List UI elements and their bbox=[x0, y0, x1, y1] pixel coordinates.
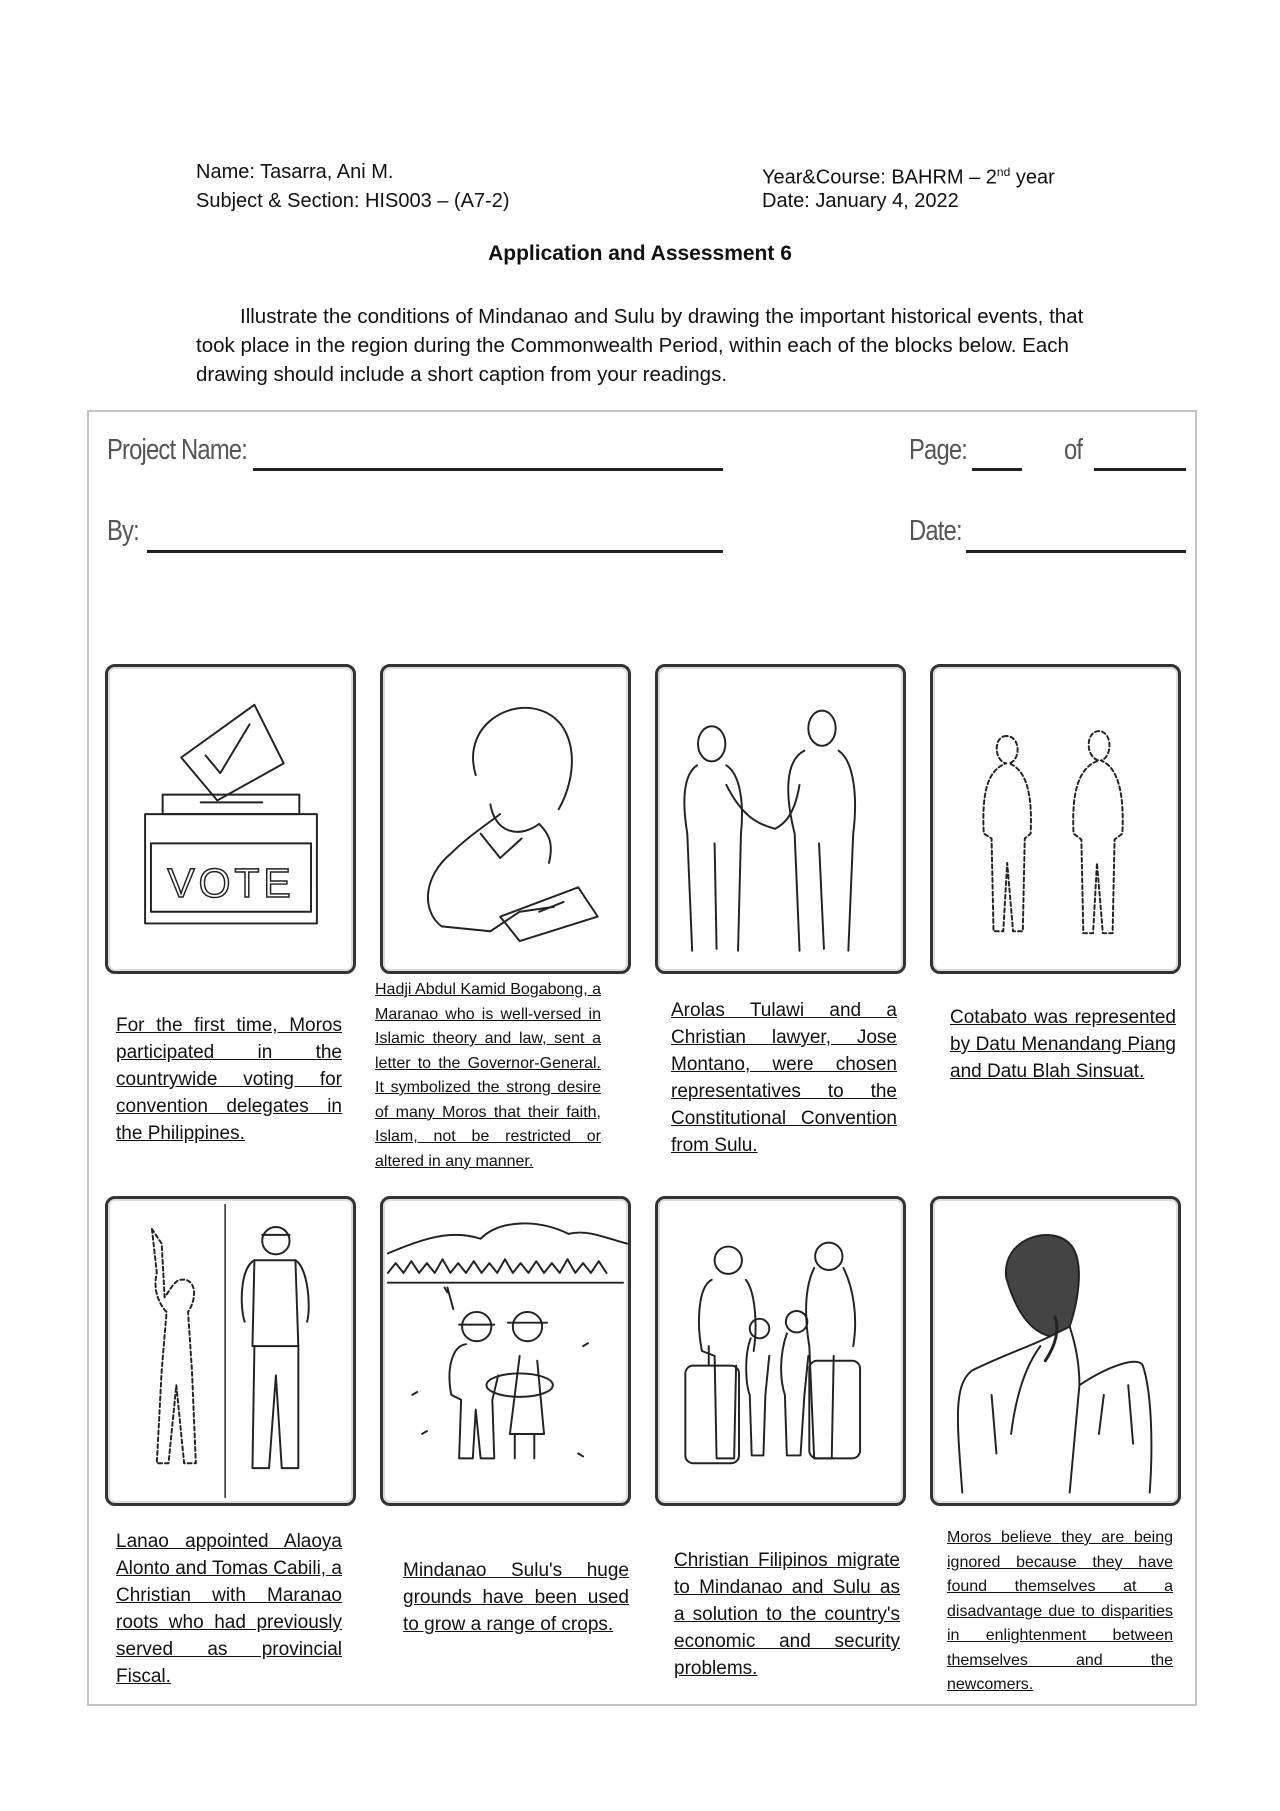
year-course-suffix: year bbox=[1010, 166, 1055, 189]
date-label: Date: bbox=[909, 515, 962, 547]
storyboard-sheet bbox=[87, 410, 1197, 1706]
page-label: Page: bbox=[909, 434, 968, 466]
ballot-box-icon bbox=[108, 667, 353, 971]
panel-3 bbox=[655, 664, 906, 974]
handshake-icon bbox=[658, 667, 903, 971]
of-label: of bbox=[1064, 434, 1083, 466]
caption-3: Arolas Tulawi and a Christian lawyer, Jose Montano, were chosen representatives to the Constitutional Convention from Sulu. bbox=[671, 1000, 897, 1156]
panel-6 bbox=[380, 1196, 631, 1506]
student-name: Name: Tasarra, Ani M. bbox=[196, 161, 394, 183]
panel-2 bbox=[380, 664, 631, 974]
caption-1: For the first time, Moros participated in the countrywide voting for convention delegates in the Philippines. bbox=[116, 1015, 342, 1144]
panel-5 bbox=[105, 1196, 356, 1506]
woman-writing-letter-icon bbox=[383, 667, 628, 971]
project-name-label: Project Name: bbox=[107, 434, 248, 466]
instructions bbox=[196, 302, 1088, 389]
panel-4 bbox=[930, 664, 1181, 974]
men-standing-icon bbox=[108, 1199, 353, 1503]
year-course bbox=[762, 160, 1055, 190]
caption-2: Hadji Abdul Kamid Bogabong, a Maranao who is well-versed in Islamic theory and law, sent a letter to the Governor-General. It symbolized the strong desire of many Moros that their faith, Islam, not be restricted or altered in any manner. bbox=[375, 981, 601, 1170]
page-title: Application and Assessment 6 bbox=[488, 242, 792, 265]
subject-section: Subject & Section: HIS003 – (A7-2) bbox=[196, 190, 510, 212]
caption-6: Mindanao Sulu's huge grounds have been used to grow a range of crops. bbox=[403, 1560, 629, 1635]
by-label: By: bbox=[107, 515, 139, 547]
instructions-text: Illustrate the conditions of Mindanao and Sulu by drawing the important historical events, that took place in the region during the Commonwealth Period, within each of the blocks below. Each drawing should include a short caption from your readings. bbox=[196, 305, 1084, 386]
caption-7: Christian Filipinos migrate to Mindanao and Sulu as a solution to the country's economic and security problems. bbox=[674, 1550, 900, 1679]
panel-1 bbox=[105, 664, 356, 974]
caption-8: Moros believe they are being ignored because they have found themselves at a disadvantage due to disparities in enlightenment between themselves and the newcomers. bbox=[947, 1529, 1173, 1693]
panel-8 bbox=[930, 1196, 1181, 1506]
farmers-field-icon bbox=[383, 1199, 628, 1503]
by-line bbox=[147, 550, 723, 553]
panel-7 bbox=[655, 1196, 906, 1506]
vote-label: VOTE bbox=[167, 860, 295, 907]
page-line bbox=[972, 468, 1022, 471]
caption-4: Cotabato was represented by Datu Menandang Piang and Datu Blah Sinsuat. bbox=[950, 1007, 1176, 1082]
caption-5: Lanao appointed Alaoya Alonto and Tomas Cabili, a Christian with Maranao roots who had previously served as provincial Fiscal. bbox=[116, 1531, 342, 1687]
submission-date: Date: January 4, 2022 bbox=[762, 190, 959, 212]
date-line bbox=[966, 550, 1186, 553]
year-course-text: Year&Course: BAHRM – 2 bbox=[762, 166, 997, 189]
migrating-family-icon bbox=[658, 1199, 903, 1503]
of-line bbox=[1094, 468, 1186, 471]
year-course-sup: nd bbox=[996, 165, 1011, 179]
two-men-silhouette-icon bbox=[933, 667, 1178, 971]
project-name-line bbox=[253, 468, 723, 471]
troubled-man-icon bbox=[933, 1199, 1178, 1503]
